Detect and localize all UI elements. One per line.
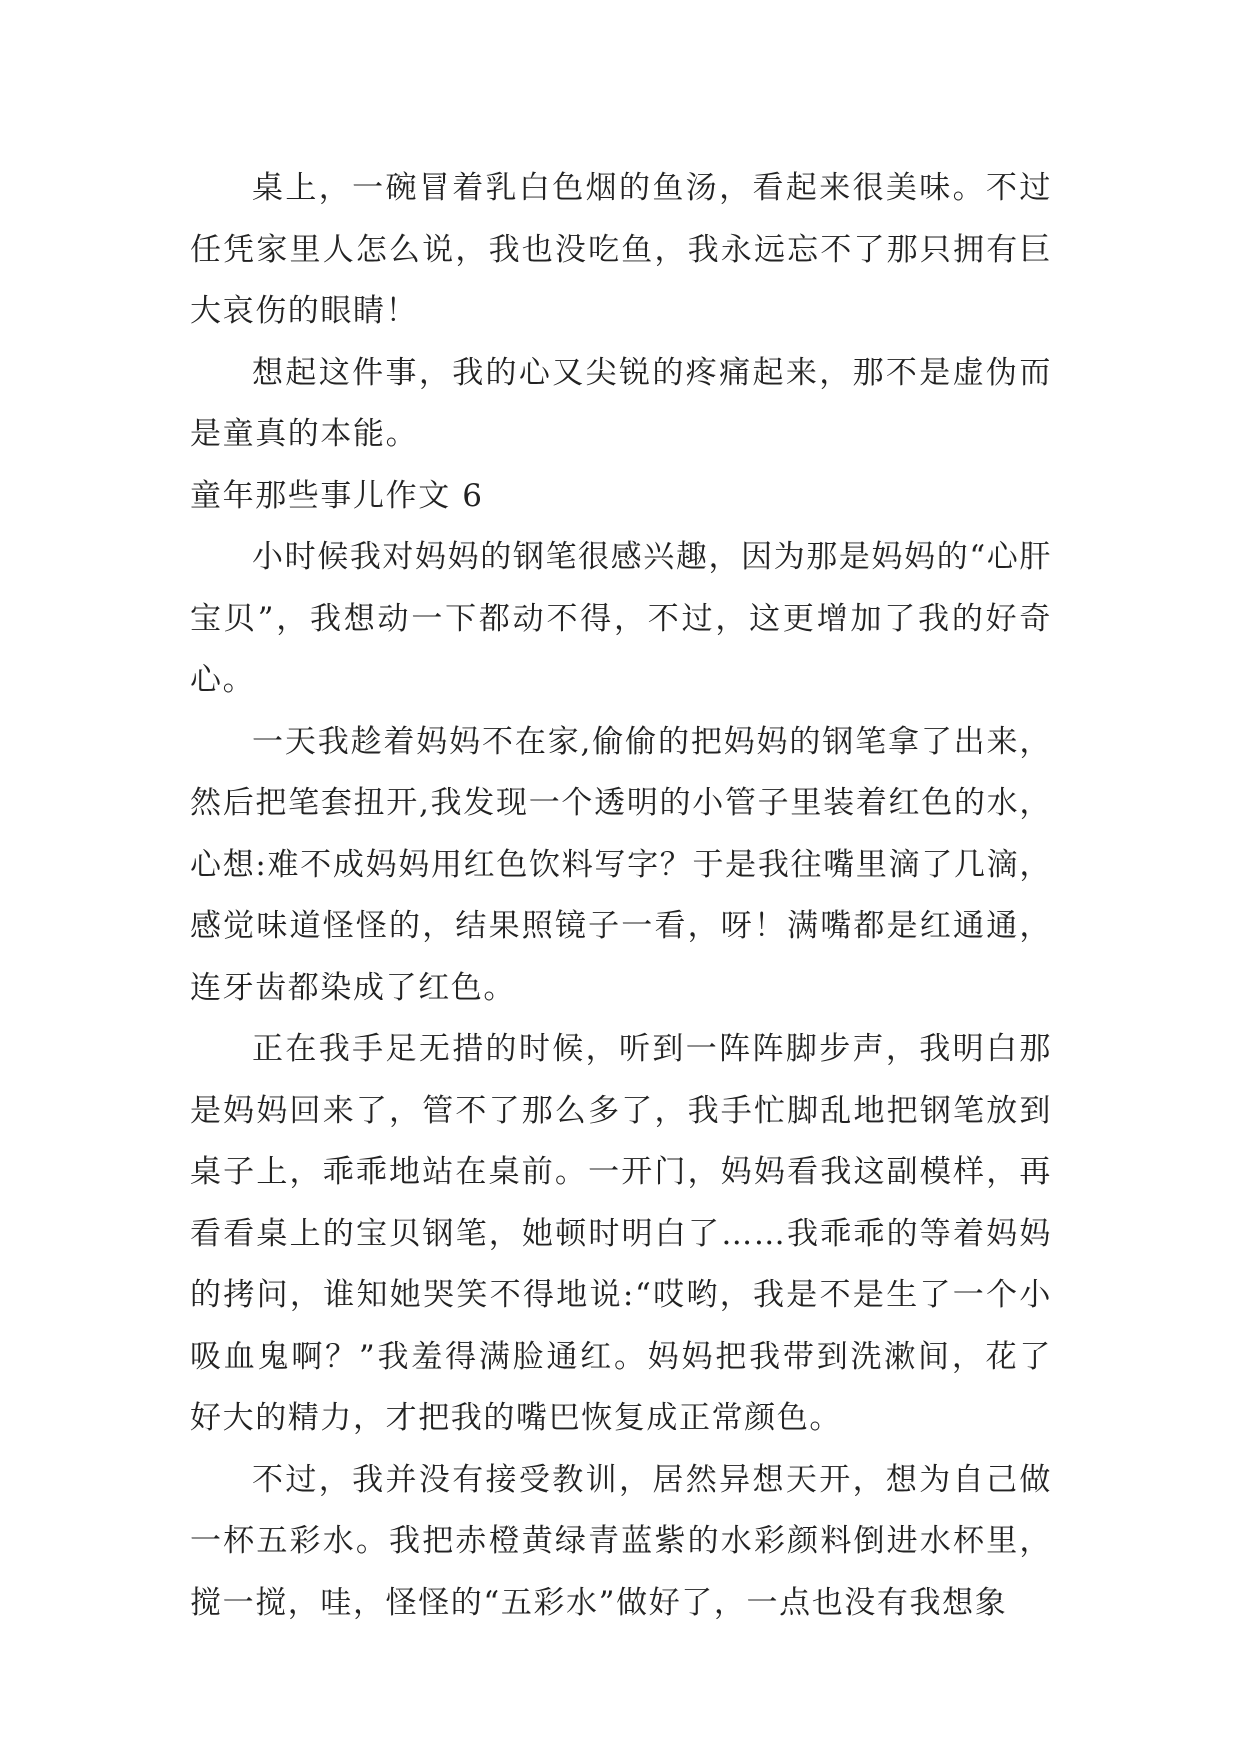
paragraph-rainbow-water: 不过，我并没有接受教训，居然异想天开，想为自己做一杯五彩水。我把赤橙黄绿青蓝紫的水彩颜料倒进水杯里，搅一搅，哇，怪怪的“五彩水”做好了，一点也没有我想象 <box>190 1461 1052 1621</box>
section-heading: 童年那些事儿作文 6 <box>190 477 484 514</box>
paragraph-pen-curiosity: 小时候我对妈妈的钢笔很感兴趣，因为那是妈妈的“心肝宝贝”，我想动一下都动不得，不过，这更增加了我的好奇心。 <box>190 539 1052 698</box>
document-body <box>190 158 1052 1634</box>
paragraph-reflection: 想起这件事，我的心又尖锐的疼痛起来，那不是虚伪而是童真的本能。 <box>190 354 1052 452</box>
paragraph-fish-soup: 桌上，一碗冒着乳白色烟的鱼汤，看起来很美味。不过任凭家里人怎么说，我也没吃鱼，我永远忘不了那只拥有巨大哀伤的眼睛！ <box>190 170 1052 329</box>
paragraph-red-ink: 一天我趁着妈妈不在家,偷偷的把妈妈的钢笔拿了出来，然后把笔套扭开,我发现一个透明的小管子里装着红色的水，心想:难不成妈妈用红色饮料写字？于是我往嘴里滴了几滴，感觉味道怪怪的，结果照镜子一看，呀！满嘴都是红通通，连牙齿都染成了红色。 <box>190 723 1052 1006</box>
paragraph-mom-returns: 正在我手足无措的时候，听到一阵阵脚步声，我明白那是妈妈回来了，管不了那么多了，我手忙脚乱地把钢笔放到桌子上，乖乖地站在桌前。一开门，妈妈看我这副模样，再看看桌上的宝贝钢笔，她顿时明白了……我乖乖的等着妈妈的拷问，谁知她哭笑不得地说:“哎哟，我是不是生了一个小吸血鬼啊？”我羞得满脸通红。妈妈把我带到洗漱间，花了好大的精力，才把我的嘴巴恢复成正常颜色。 <box>190 1031 1052 1436</box>
